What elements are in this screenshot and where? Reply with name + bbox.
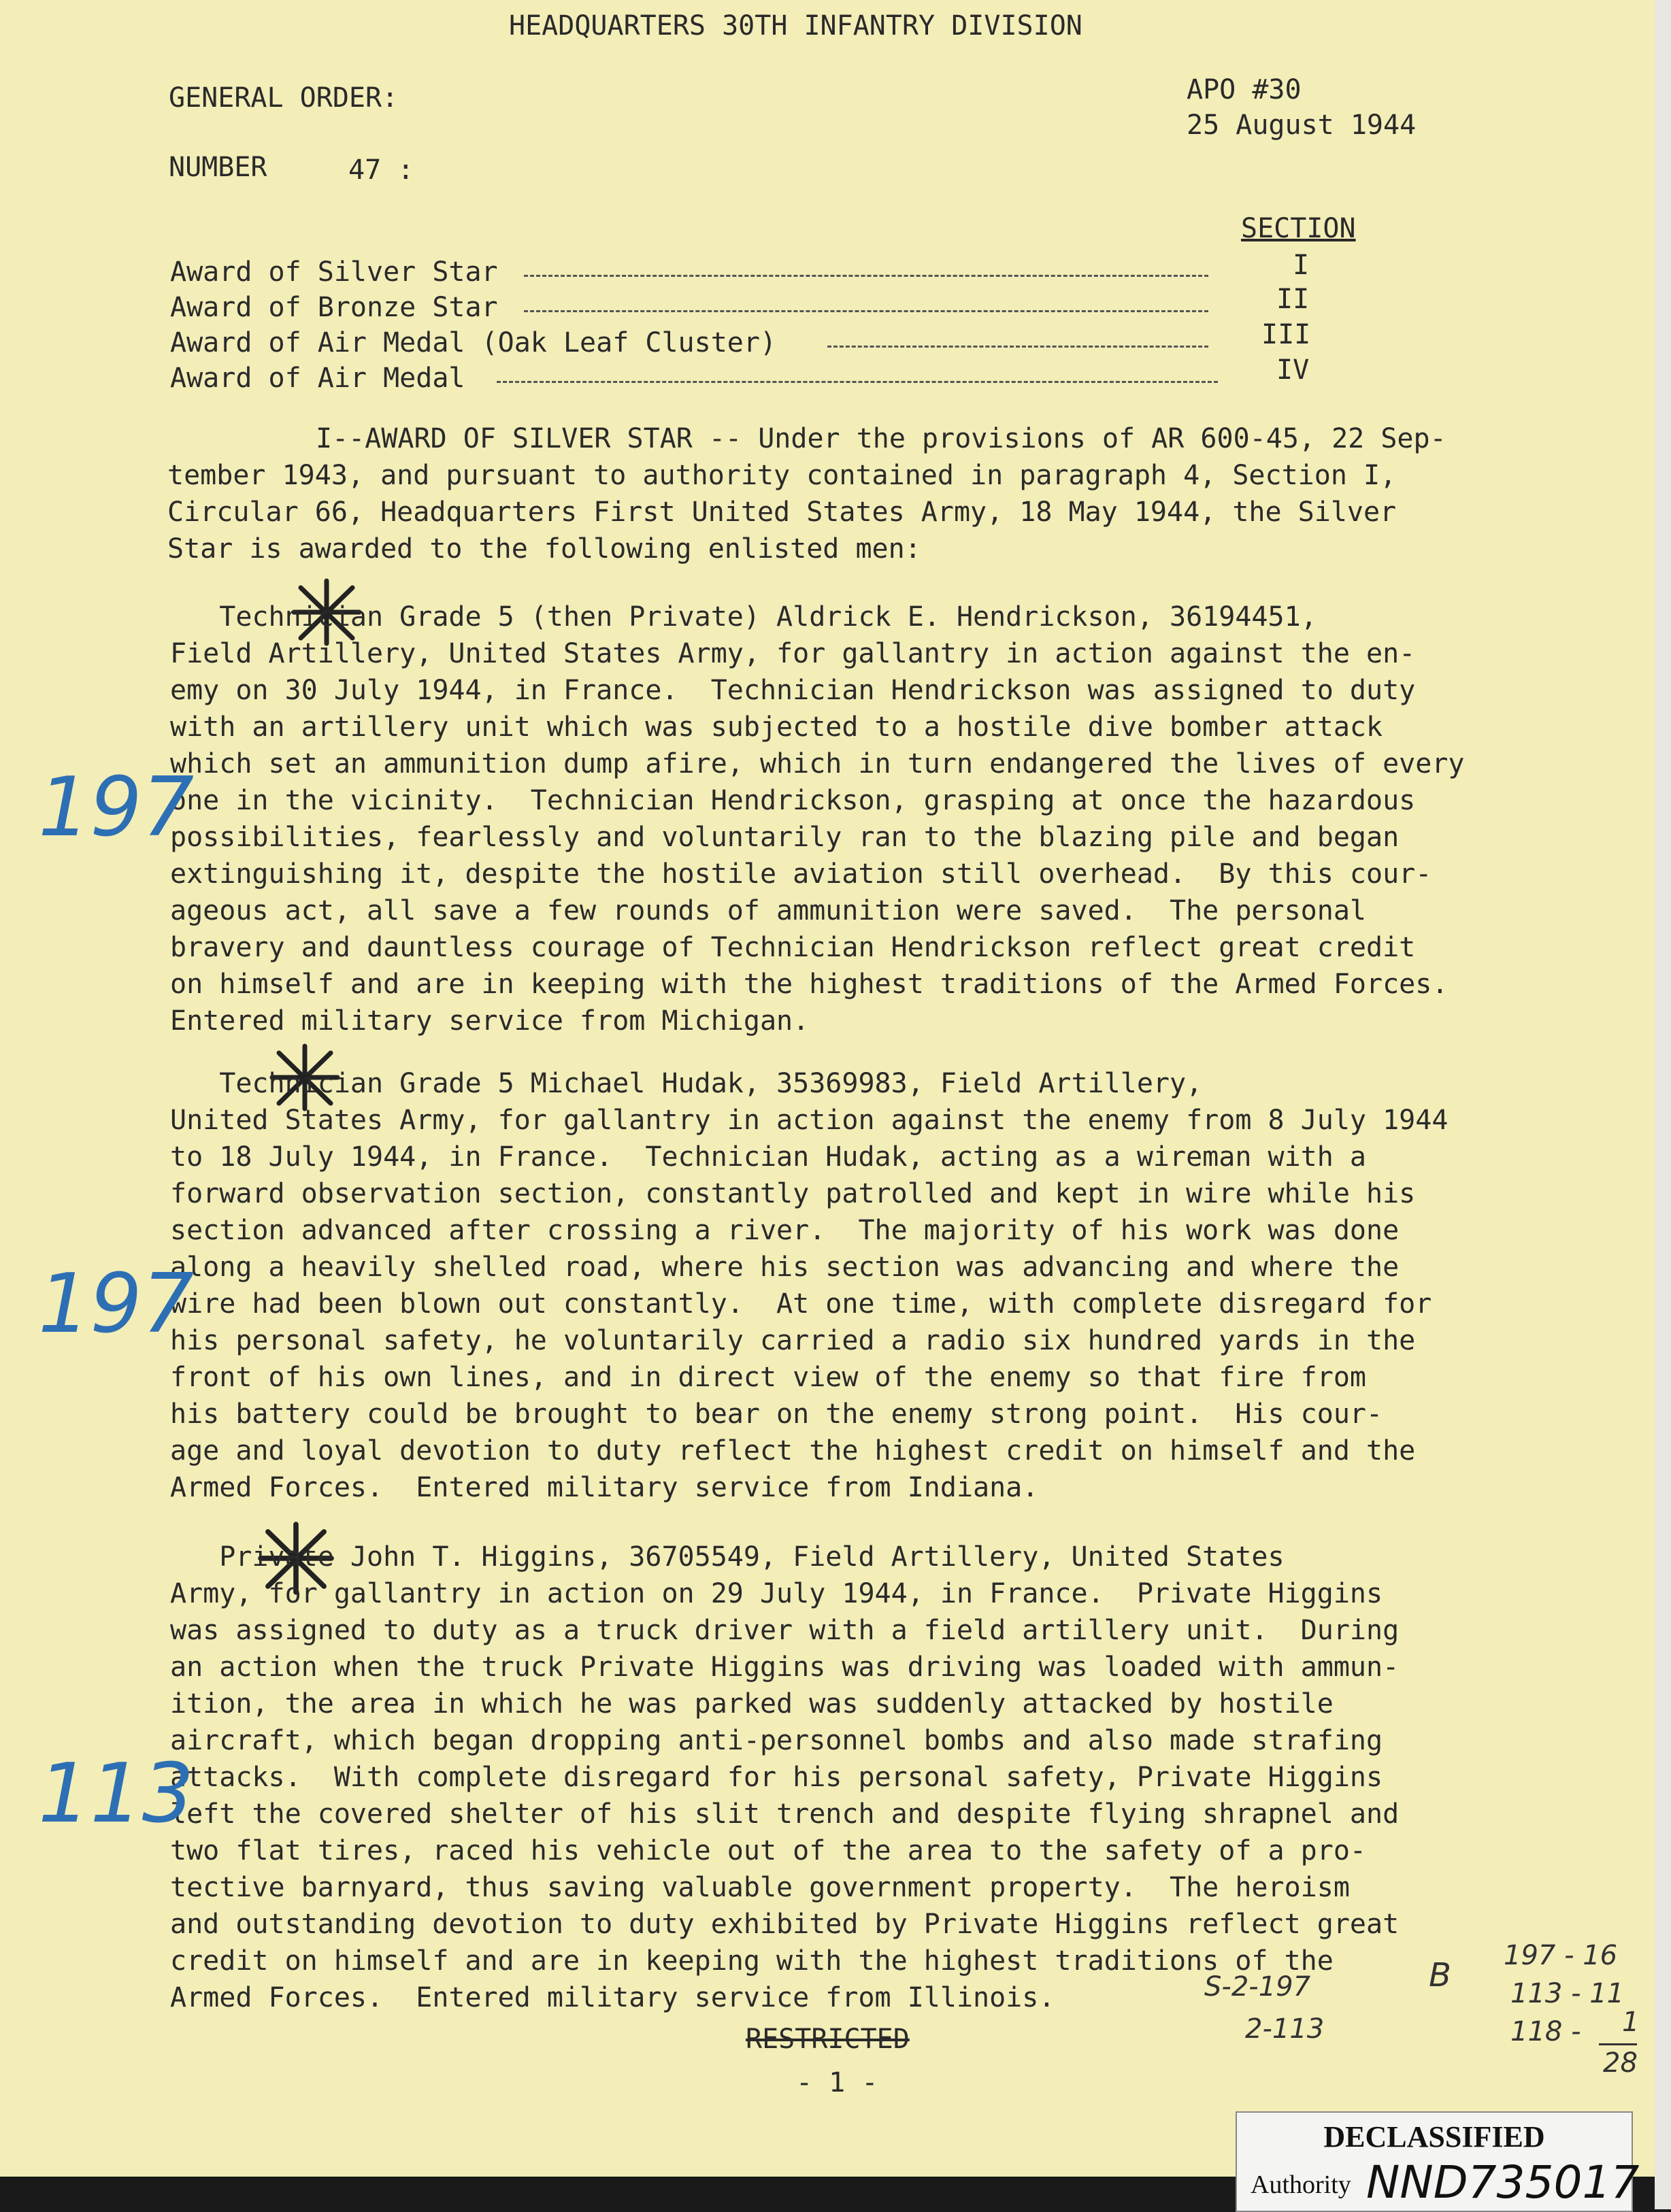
paragraph-line: extinguishing it, despite the hostile aviation still overhead. By this cour- — [170, 858, 1432, 890]
paragraph-line: Technician Grade 5 (then Private) Aldrick E. Hendrickson, 36194451, — [170, 601, 1317, 633]
paragraph-line: possibilities, fearlessly and voluntarily ran to the blazing pile and began — [170, 822, 1400, 853]
pencil-tally: 28 — [1603, 2047, 1638, 2079]
paragraph-line: Private John T. Higgins, 36705549, Field Artillery, United States — [170, 1541, 1285, 1573]
restricted-label: RESTRICTED — [746, 2024, 910, 2055]
paragraph-line: his personal safety, he voluntarily carried a radio six hundred yards in the — [170, 1325, 1416, 1356]
general-order-label: GENERAL ORDER: — [169, 82, 399, 114]
paragraph-line: his battery could be brought to bear on the enemy strong point. His cour- — [170, 1398, 1383, 1430]
pencil-note: S-2-197 — [1204, 1971, 1311, 2002]
stamp-heading: DECLASSIFIED — [1323, 2120, 1545, 2154]
margin-note-1: 197 — [38, 760, 195, 855]
pencil-tally: 197 - 16 — [1504, 1940, 1618, 1971]
apo-number: APO #30 — [1187, 74, 1302, 105]
paragraph-line: was assigned to duty as a truck driver with a field artillery unit. During — [170, 1615, 1400, 1646]
paragraph-line: emy on 30 July 1944, in France. Technician Hendrickson was assigned to duty — [170, 675, 1416, 706]
toc-item-label: Award of Air Medal (Oak Leaf Cluster) — [170, 327, 777, 358]
paragraph-line: Army, for gallantry in action on 29 July 1944, in France. Private Higgins — [170, 1578, 1383, 1609]
pencil-note: B — [1429, 1956, 1451, 1994]
paragraph-line: along a heavily shelled road, where his section was advancing and where the — [170, 1252, 1400, 1283]
paragraph-line: and outstanding devotion to duty exhibited by Private Higgins reflect great — [170, 1909, 1400, 1940]
paragraph-line: to 18 July 1944, in France. Technician Hudak, acting as a wireman with a — [170, 1141, 1366, 1173]
margin-note-3: 113 — [38, 1747, 195, 1841]
section-column-header: SECTION — [1241, 213, 1356, 244]
paragraph-line: which set an ammunition dump afire, which in turn endangered the lives of every — [170, 748, 1465, 780]
stamp-authority-number: NND735017 — [1366, 2156, 1640, 2209]
paragraph-line: Star is awarded to the following enlisted men: — [167, 533, 921, 565]
toc-leader-line — [524, 310, 1208, 312]
intro-paragraph — [167, 420, 1446, 567]
toc-item-section: IV — [1276, 354, 1310, 386]
toc-item-label: Award of Bronze Star — [170, 292, 498, 323]
paragraph-line: left the covered shelter of his slit trench and despite flying shrapnel and — [170, 1798, 1400, 1830]
pencil-tally: 113 - 11 — [1510, 1978, 1625, 2009]
order-date: 25 August 1944 — [1187, 110, 1417, 141]
citation-hudak — [170, 1065, 1448, 1506]
paragraph-line: Armed Forces. Entered military service from Indiana. — [170, 1472, 1039, 1503]
order-number: 47 : — [348, 154, 414, 186]
paragraph-line: bravery and dauntless courage of Technician Hendrickson reflect great credit — [170, 932, 1416, 963]
paragraph-line: credit on himself and are in keeping with the highest traditions of the — [170, 1945, 1334, 1977]
paragraph-line: age and loyal devotion to duty reflect the highest credit on himself and the — [170, 1435, 1416, 1467]
pencil-divider — [1599, 2043, 1637, 2045]
paragraph-line: ageous act, all save a few rounds of ammunition were saved. The personal — [170, 895, 1366, 926]
stamp-authority-label: Authority — [1251, 2171, 1351, 2199]
paragraph-line: Field Artillery, United States Army, for gallantry in action against the en- — [170, 638, 1416, 669]
number-label: NUMBER — [169, 152, 267, 183]
paragraph-line: with an artillery unit which was subjected to a hostile dive bomber attack — [170, 711, 1383, 743]
pencil-note: 2-113 — [1245, 2013, 1325, 2045]
toc-leader-line — [497, 381, 1218, 383]
citation-hendrickson — [170, 599, 1464, 1039]
paragraph-line: tective barnyard, thus saving valuable government property. The heroism — [170, 1872, 1350, 1903]
toc-leader-line — [827, 346, 1208, 348]
toc-item-section: III — [1261, 319, 1311, 350]
paragraph-line: forward observation section, constantly patrolled and kept in wire while his — [170, 1178, 1416, 1209]
toc-leader-line — [524, 275, 1208, 277]
paragraph-line: Entered military service from Michigan. — [170, 1005, 810, 1037]
paragraph-line: an action when the truck Private Higgins was driving was loaded with ammun- — [170, 1652, 1400, 1683]
toc-item-section: I — [1293, 250, 1310, 281]
paragraph-line: attacks. With complete disregard for his personal safety, Private Higgins — [170, 1762, 1383, 1793]
margin-note-2: 197 — [38, 1257, 195, 1352]
pencil-tally: 118 - — [1510, 2016, 1581, 2047]
citation-higgins — [170, 1539, 1399, 2016]
paragraph-line: Armed Forces. Entered military service from Illinois. — [170, 1982, 1055, 2013]
declassified-stamp — [1236, 2111, 1640, 2212]
paragraph-line: ition, the area in which he was parked was suddenly attacked by hostile — [170, 1688, 1334, 1720]
paragraph-line: I--AWARD OF SILVER STAR -- Under the provisions of AR 600-45, 22 Sep- — [316, 423, 1446, 454]
pencil-tally: 1 — [1622, 2007, 1640, 2038]
document-title: HEADQUARTERS 30TH INFANTRY DIVISION — [509, 10, 1082, 41]
toc-item-section: II — [1276, 284, 1310, 315]
paragraph-line: on himself and are in keeping with the highest traditions of the Armed Forces. — [170, 969, 1449, 1000]
paragraph-line: United States Army, for gallantry in action against the enemy from 8 July 1944 — [170, 1105, 1449, 1136]
toc-item-label: Award of Air Medal — [170, 363, 465, 394]
paragraph-line: one in the vicinity. Technician Hendrickson, grasping at once the hazardous — [170, 785, 1416, 816]
paragraph-line: front of his own lines, and in direct view of the enemy so that fire from — [170, 1362, 1366, 1393]
paragraph-line: two flat tires, raced his vehicle out of the area to the safety of a pro- — [170, 1835, 1366, 1866]
scan-edge — [1655, 0, 1671, 2209]
paragraph-line: aircraft, which began dropping anti-personnel bombs and also made strafing — [170, 1725, 1383, 1756]
paragraph-line: tember 1943, and pursuant to authority contained in paragraph 4, Section I, — [167, 460, 1397, 491]
paragraph-line: Technician Grade 5 Michael Hudak, 35369983, Field Artillery, — [170, 1068, 1203, 1099]
paragraph-line: Circular 66, Headquarters First United States Army, 18 May 1944, the Silver — [167, 497, 1397, 528]
paragraph-line: wire had been blown out constantly. At one time, with complete disregard for — [170, 1288, 1432, 1320]
page-number: - 1 - — [796, 2067, 878, 2098]
paragraph-line: section advanced after crossing a river. The majority of his work was done — [170, 1215, 1400, 1246]
toc-item-label: Award of Silver Star — [170, 256, 498, 288]
